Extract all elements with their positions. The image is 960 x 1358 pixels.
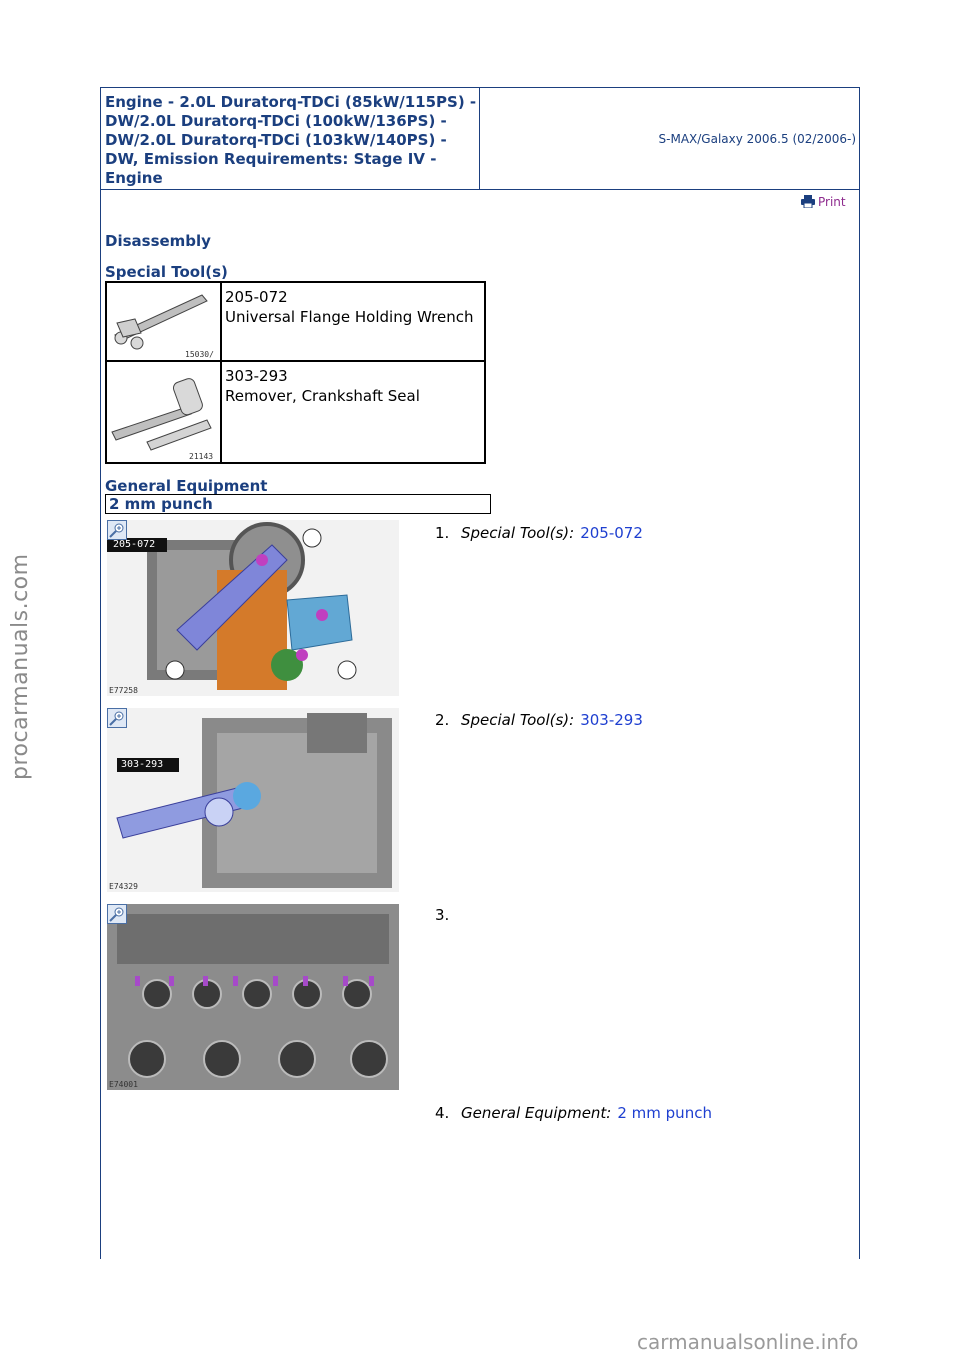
tool-name: Remover, Crankshaft Seal bbox=[225, 387, 420, 405]
crankshaft-seal-illustration bbox=[107, 708, 399, 892]
section-title: Disassembly bbox=[105, 232, 211, 250]
tool-image bbox=[107, 362, 222, 462]
step-number: 3. bbox=[435, 906, 450, 924]
cylinder-head-illustration bbox=[107, 904, 399, 1090]
general-equipment-heading: General Equipment bbox=[105, 477, 268, 495]
flange-wrench-illustration bbox=[107, 283, 220, 360]
side-watermark: procarmanuals.com bbox=[8, 553, 33, 780]
figure-callout: 205-072 bbox=[113, 539, 156, 550]
zoom-icon[interactable] bbox=[107, 520, 127, 540]
tool-name: Universal Flange Holding Wrench bbox=[225, 308, 474, 326]
figure-id: E77258 bbox=[109, 686, 138, 695]
tool-code: 205-072 bbox=[225, 288, 288, 306]
step-1-figure bbox=[107, 520, 399, 696]
zoom-icon[interactable] bbox=[107, 904, 127, 924]
tool-image bbox=[107, 283, 222, 360]
tool-code: 303-293 bbox=[225, 367, 288, 385]
special-tools-table bbox=[105, 281, 486, 464]
tool-row bbox=[107, 283, 484, 360]
step-2 bbox=[435, 711, 643, 729]
tool-figure-id: 21143 bbox=[189, 452, 214, 461]
print-label: Print bbox=[818, 195, 846, 209]
print-button[interactable] bbox=[801, 195, 846, 209]
figure-id: E74001 bbox=[109, 1080, 138, 1089]
step-3-figure bbox=[107, 904, 399, 1090]
tool-text bbox=[225, 366, 420, 406]
figure-callout: 303-293 bbox=[121, 759, 164, 770]
page-title: Engine - 2.0L Duratorq-TDCi (85kW/115PS) - DW/2.0L Duratorq-TDCi (100kW/136PS) - DW/2.0L Duratorq-TDCi (103kW/140PS) - DW, Emission Requirements: Stage IV - Engine bbox=[105, 93, 477, 187]
step-4 bbox=[435, 1104, 712, 1122]
special-tools-heading: Special Tool(s) bbox=[105, 263, 228, 281]
tool-figure-id: 15030/ bbox=[185, 350, 214, 359]
step-1 bbox=[435, 524, 643, 542]
general-equipment-table bbox=[105, 494, 491, 514]
tool-row bbox=[107, 362, 484, 462]
seal-remover-illustration bbox=[107, 362, 220, 462]
step-label: Special Tool(s): bbox=[461, 711, 575, 729]
step-number: 1. bbox=[435, 524, 450, 542]
step-3 bbox=[435, 906, 461, 924]
manual-page bbox=[100, 87, 860, 1259]
bottom-watermark: carmanualsonline.info bbox=[637, 1330, 859, 1354]
step-equipment-link[interactable]: 2 mm punch bbox=[617, 1104, 712, 1122]
step-label: Special Tool(s): bbox=[461, 524, 575, 542]
figure-id: E74329 bbox=[109, 882, 138, 891]
step-2-figure bbox=[107, 708, 399, 892]
step-number: 4. bbox=[435, 1104, 450, 1122]
step-label: General Equipment: bbox=[461, 1104, 612, 1122]
tool-text bbox=[225, 287, 473, 327]
model-label: S-MAX/Galaxy 2006.5 (02/2006-) bbox=[658, 132, 856, 146]
step-tool-link[interactable]: 205-072 bbox=[580, 524, 643, 542]
step-tool-link[interactable]: 303-293 bbox=[580, 711, 643, 729]
zoom-icon[interactable] bbox=[107, 708, 127, 728]
printer-icon bbox=[801, 195, 815, 208]
step-number: 2. bbox=[435, 711, 450, 729]
equipment-item: 2 mm punch bbox=[109, 495, 213, 513]
page-header bbox=[101, 88, 859, 190]
